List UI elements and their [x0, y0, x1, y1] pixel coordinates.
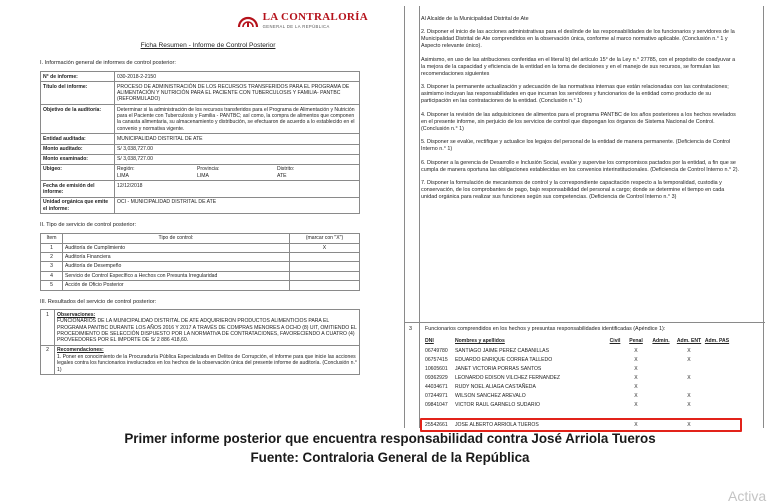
official-name: JANET VICTORIA PORRAS SANTOS [455, 366, 542, 372]
mark-cell [290, 281, 360, 290]
column-header: Civil [609, 338, 621, 344]
control-type: Auditoría Financiera [63, 253, 290, 262]
table-row [41, 281, 360, 290]
paragraph: Asimismo, en uso de las atribuciones conferidas en el literal b) del artículo 15° de la Ley n.° 27785, con el propósito de coadyuvar a la mejora de la capacidad y eficiencia de la entidad en la toma de decisiones y en el manejo de sus recursos, se formulan las recomendaciones siguientes [421, 56, 736, 77]
section-heading-3: III. Resultados del servicio de control posterior: [40, 298, 157, 305]
field-value: 12/12/2018 [115, 181, 360, 198]
table-row [41, 144, 360, 154]
item-number: 1 [41, 310, 55, 346]
official-adm [647, 375, 675, 382]
field-label: Entidad auditada: [41, 134, 115, 144]
official-civ [605, 348, 625, 355]
district-value: ATE [277, 172, 287, 179]
official-dni: 10605601 [425, 366, 448, 372]
field-value: Determinar si la administración de los recursos transferidos para el Programa de Alimentación y Nutrición para el Paciente con Tuberculosis y Familia - PANTBC; así como, la compra de alimentos que componen la canasta alimentaria, su almacenamiento y distribución, se efectuaron de acuerdo a lo establecido en el convenio y normativa vigente. [115, 105, 360, 134]
control-type: Acción de Oficio Posterior [63, 281, 290, 290]
official-row [425, 357, 755, 364]
control-type: Auditoría de Desempeño [63, 262, 290, 271]
observations-cell [55, 310, 360, 346]
section-divider [405, 322, 765, 323]
official-pen: X [634, 402, 638, 408]
official-adf: X [687, 375, 691, 381]
officials-header-row [425, 338, 755, 345]
table-row [41, 82, 360, 105]
official-civ [605, 375, 625, 382]
table-row [41, 105, 360, 134]
official-adf: X [687, 393, 691, 399]
official-pas [703, 348, 731, 355]
control-type: Servicio de Control Específico a Hechos con Presunta Irregularidad [63, 271, 290, 280]
caption-source: Fuente: Contraloria General de la República [250, 450, 530, 465]
section-heading-2: II. Tipo de servicio de control posterior: [40, 222, 137, 229]
official-name: RUDY NOEL ALIAGA CASTAÑEDA [455, 384, 536, 390]
official-adm [647, 402, 675, 409]
observations-text: FUNCIONARIOS DE LA MUNICIPALIDAD DISTRITAL DE ATE ADQUIRIERON PRODUCTOS ALIMENTICIOS PARA EL PROGRAMA PANTBC DURANTE LOS AÑOS 2016 Y 2017 A TRAVÉS DE COMPRAS MENORES A OCHO (8) UIT, OMITIENDO EL PROCEDIMIENTO DE SELECCIÓN DISPUESTO POR LA NORMATIVA DE CONTRATACIONES, FAVORECIENDO A CUATRO (4) PROVEEDORES POR EL IMPORTE DE S/ 2 886 418,60. [57, 318, 357, 344]
official-dni: 25542661 [425, 422, 448, 428]
official-civ [605, 402, 625, 409]
table-row [41, 164, 360, 181]
official-pen: X [634, 393, 638, 399]
official-name: WILSON SANCHEZ AREVALO [455, 393, 526, 399]
official-dni: 06757415 [425, 357, 448, 363]
paragraph: 7. Disponer la formulación de mecanismos de control y la correspondiente capacitación respecto a la temporalidad, custodia y conservación, de los comprobantes de pago, bajo responsabilidad del personal a cargo; donde se determine el tiempo en cada unidad orgánica para realizar sus funciones según sus competencias. (Deficiencia de Control Interno n.° 3) [421, 180, 725, 201]
official-row [425, 366, 755, 373]
column-header: Tipo de control: [63, 234, 290, 243]
recommendations-cell [55, 346, 360, 375]
official-pen: X [634, 357, 638, 363]
general-info-table [40, 71, 360, 214]
official-name: LEONARDO EDISON VILCHEZ FERNANDEZ [455, 375, 561, 381]
table-row [41, 181, 360, 198]
paragraph: 3. Disponer la permanente actualización y adecuación de las normativas internas que están relacionadas con las contrataciones; asimismo incluyan las responsabilidades en que incurran los servidores y funcionarios de la entidad como producto de su participación en las contrataciones de la entidad. (Conclusión n.° 1) [421, 84, 729, 105]
paragraph: 6. Disponer a la gerencia de Desarrollo e Inclusión Social, evalúe y supervise los compromisos pactados por la entidad, a fin que se cumpla de manera oportuna las obligaciones establecidas en los convenios interinstitucionales. (Deficiencia de Control Interno n.° 2). [421, 159, 739, 173]
official-name: VICTOR RAUL GARNELO SUDARIO [455, 402, 540, 408]
official-adm [647, 366, 675, 373]
control-type: Auditoría de Cumplimiento [63, 243, 290, 252]
recommendations-continued [421, 16, 739, 207]
table-row [41, 271, 360, 280]
official-pen: X [634, 375, 638, 381]
paragraph: 4. Disponer la revisión de las adquisiciones de alimentos para el programa PANTBC de los años posteriores a los hechos revelados en el presente informe, sin perjuicio de los servicios de control que dispongan los órganos de Sistema Nacional de Control. (Conclusión n.° 1) [421, 111, 736, 132]
official-adf: X [687, 348, 691, 354]
official-adf [675, 366, 703, 373]
column-header: Adm. PAS [704, 338, 730, 344]
official-adm [647, 357, 675, 364]
field-value: S/ 3,038,727.00 [115, 154, 360, 164]
item-number: 4 [41, 271, 63, 280]
field-value: OCI - MUNICIPALIDAD DISTRITAL DE ATE [115, 197, 360, 214]
table-row [41, 310, 360, 346]
official-pas [703, 375, 731, 382]
official-adm [647, 348, 675, 355]
section-number: 3 [409, 326, 412, 332]
results-table [40, 309, 360, 375]
table-row [41, 197, 360, 214]
field-label: Título del informe: [41, 82, 115, 105]
right-page-frame [404, 6, 764, 428]
field-value: 030-2018-2-2150 [115, 72, 360, 82]
official-pen: X [634, 384, 638, 390]
table-row [41, 253, 360, 262]
table-row [41, 134, 360, 144]
region-value: LIMA [117, 172, 129, 179]
official-pen: X [634, 348, 638, 354]
official-row [425, 384, 755, 391]
official-dni: 07244971 [425, 393, 448, 399]
table-row [41, 243, 360, 252]
official-adf: X [687, 357, 691, 363]
official-civ [605, 393, 625, 400]
column-header: Nombres y apellidos [455, 338, 505, 344]
mark-cell [290, 271, 360, 280]
district-label: Distrito: [277, 166, 295, 173]
item-number: 2 [41, 253, 63, 262]
field-label: Monto auditado: [41, 144, 115, 154]
observations-heading: Observaciones: [57, 311, 96, 318]
field-value: S/ 3,038,727.00 [115, 144, 360, 154]
left-document-page [18, 6, 398, 426]
official-name: SANTIAGO JAIME PEREZ CABANILLAS [455, 348, 549, 354]
field-value: PROCESO DE ADMINISTRACIÓN DE LOS RECURSOS TRANSFERIDOS PARA EL PROGRAMA DE ALIMENTACIÓN Y NUTRICIÓN PARA EL PACIENTE CON TUBERCULOSIS Y FAMILIA- PANTBC (REFORMULADO) [115, 82, 360, 105]
ubigeo-values [115, 164, 360, 181]
official-dni: 09362929 [425, 375, 448, 381]
image-caption [0, 429, 780, 467]
field-value: MUNICIPALIDAD DISTRITAL DE ATE [115, 134, 360, 144]
officials-title: Funcionarios comprendidos en los hechos y presuntas responsabilidades identificadas (Apéndice 1): [425, 326, 666, 332]
mark-cell [290, 253, 360, 262]
official-dni: 44034671 [425, 384, 448, 390]
field-label: Monto examinado: [41, 154, 115, 164]
official-civ [605, 357, 625, 364]
paragraph: Al Alcalde de la Municipalidad Distrital de Ate [421, 16, 529, 22]
contraloria-emblem-icon [237, 11, 259, 29]
official-pas [703, 366, 731, 373]
table-header-row [41, 234, 360, 243]
official-adf: X [687, 402, 691, 408]
mark-cell: X [290, 243, 360, 252]
table-row [41, 72, 360, 82]
field-label: Ubigeo: [41, 164, 115, 181]
official-civ [605, 384, 625, 391]
mark-cell [290, 262, 360, 271]
official-pen: X [634, 366, 638, 372]
item-number: 2 [41, 346, 55, 375]
official-adm [647, 393, 675, 400]
official-civ [605, 366, 625, 373]
official-adm [647, 384, 675, 391]
official-row [425, 375, 755, 382]
column-header: Admin. [652, 338, 670, 344]
province-label: Provincia: [197, 166, 220, 173]
field-label: Unidad orgánica que emite el informe: [41, 197, 115, 214]
column-header: DNI [425, 338, 434, 344]
official-pas [703, 393, 731, 400]
item-number: 5 [41, 281, 63, 290]
table-row [41, 154, 360, 164]
table-row [41, 346, 360, 375]
column-header: Adm. ENT [676, 338, 702, 344]
region-label: Región: [117, 166, 135, 173]
official-row [425, 348, 755, 355]
caption-title: Primer informe posterior que encuentra responsabilidad contra José Arriola Tueros [124, 431, 656, 446]
field-label: Objetivo de la auditoría: [41, 105, 115, 134]
column-header: Penal [629, 338, 643, 344]
table-row [41, 262, 360, 271]
official-dni: 09841047 [425, 402, 448, 408]
logo-subtitle: GENERAL DE LA REPÚBLICA [262, 24, 330, 30]
item-number: 3 [41, 262, 63, 271]
column-header: Item [41, 234, 63, 243]
recommendations-heading: Recomendaciones: [57, 347, 104, 354]
official-dni: 06749780 [425, 348, 448, 354]
form-title: Ficha Resumen - Informe de Control Posterior [140, 42, 276, 49]
official-row [425, 393, 755, 400]
column-header: (marcar con "X") [290, 234, 360, 243]
item-number: 1 [41, 243, 63, 252]
official-row [425, 402, 755, 409]
province-value: LIMA [197, 172, 209, 179]
official-pas [703, 402, 731, 409]
field-label: N° de informe: [41, 72, 115, 82]
paragraph: 2. Disponer el inicio de las acciones administrativas para el deslinde de las responsabilidades de los funcionarios y servidores de la Municipalidad Distrital de Ate comprendidos en la observación única, conforme al marco normativo aplicable. (Conclusión n.° 1 y Aspecto relevante único). [421, 29, 735, 50]
official-pen: X [634, 422, 638, 428]
section-heading-1: I. Información general de informes de control posterior: [40, 60, 176, 67]
official-adf: X [687, 422, 691, 428]
activation-watermark: Activa [728, 488, 767, 504]
official-adf [675, 384, 703, 391]
paragraph: 5. Disponer se evalúe, rectifique y actualice los legajos del personal de la entidad de manera permanente. (Deficiencia de Control Interno n.° 1) [421, 139, 731, 153]
official-pas [703, 384, 731, 391]
official-name: EDUARDO ENRIQUE CORREA TALLEDO [455, 357, 553, 363]
right-document-page [404, 6, 764, 428]
official-pas [703, 357, 731, 364]
recommendations-text: 1. Poner en conocimiento de la Procuraduría Pública Especializada en Delitos de Corrupción, el informe para que inicie las acciones legales contra los funcionarios involucrados en los hechos de la observación única del presente informe de auditoría. (Conclusión n.° 1) [57, 353, 357, 373]
contraloria-logo [18, 6, 398, 34]
logo-title: LA CONTRALORÍA [262, 10, 368, 23]
column-divider [419, 6, 420, 428]
control-type-table [40, 233, 360, 290]
official-name: JOSE ALBERTO ARRIOLA TUEROS [455, 422, 539, 428]
field-label: Fecha de emisión del informe: [41, 181, 115, 198]
